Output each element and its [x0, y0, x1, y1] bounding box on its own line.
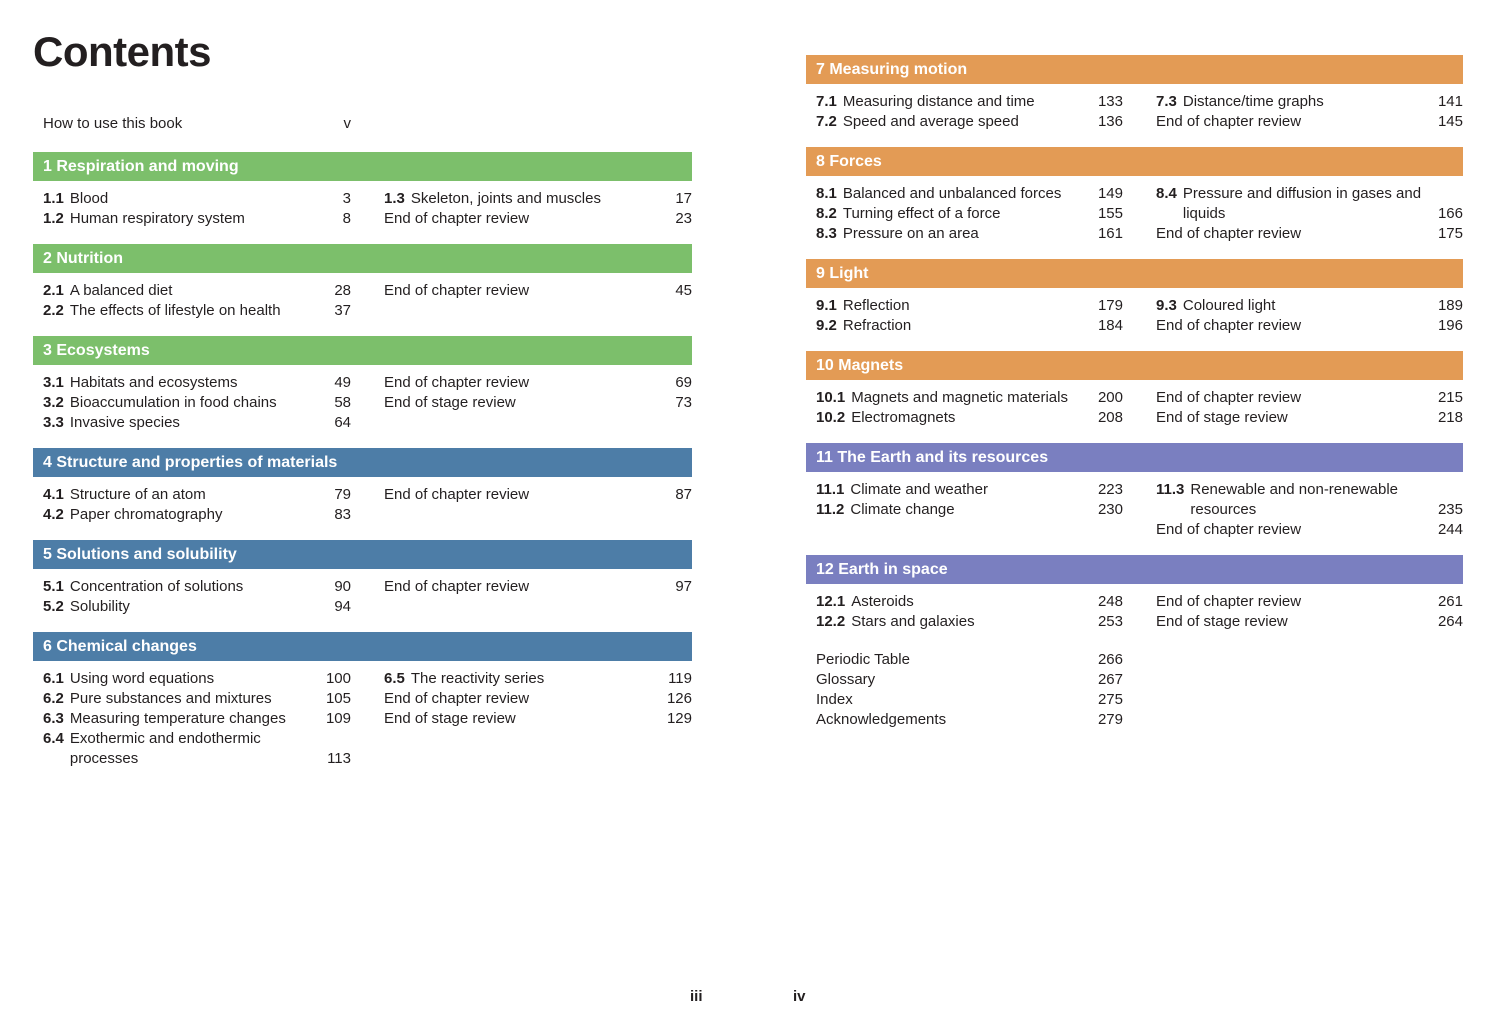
entry-page: 223	[1097, 481, 1123, 498]
chapter-section	[33, 540, 692, 617]
toc-entry	[384, 189, 692, 209]
entry-page: 49	[334, 374, 351, 391]
entry-page: 208	[1097, 409, 1123, 426]
chapter-section	[33, 632, 692, 769]
toc-column	[43, 485, 351, 525]
entry-page: 218	[1437, 409, 1463, 426]
entry-page: 235	[1437, 501, 1463, 518]
entry-number: 4.2	[43, 506, 64, 523]
back-matter-row	[816, 670, 1123, 690]
entry-number: 12.1	[816, 593, 846, 610]
entry-page: 230	[1097, 501, 1123, 518]
toc-column	[1156, 592, 1463, 632]
toc-entry	[816, 408, 1123, 428]
toc-entry	[43, 413, 351, 433]
entry-number: 6.3	[43, 710, 64, 727]
back-matter-row	[816, 650, 1123, 670]
entry-number: 4.1	[43, 486, 64, 503]
entry-title: End of chapter review	[384, 210, 530, 227]
toc-entry	[43, 689, 351, 709]
entry-title: Concentration of solutions	[69, 578, 244, 595]
toc-entry	[384, 485, 692, 505]
toc-entry	[1156, 388, 1463, 408]
toc-entry	[384, 209, 692, 229]
toc-entry	[384, 689, 692, 709]
entry-page: 133	[1097, 93, 1123, 110]
back-matter-title: Periodic Table	[816, 651, 910, 668]
front-matter-row	[43, 114, 351, 134]
toc-entry	[384, 669, 692, 689]
entry-title: End of chapter review	[1156, 317, 1302, 334]
toc-entry	[816, 592, 1123, 612]
entry-number: 5.2	[43, 598, 64, 615]
toc-entry	[43, 189, 351, 209]
entry-number: 3.3	[43, 414, 64, 431]
entry-page: 161	[1097, 225, 1123, 242]
entry-page: 87	[675, 486, 692, 503]
entry-number: 9.2	[816, 317, 837, 334]
entry-page: 264	[1437, 613, 1463, 630]
entry-page: 248	[1097, 593, 1123, 610]
chapter-heading: 10 Magnets	[806, 351, 1463, 380]
toc-entry	[1156, 592, 1463, 612]
entry-page: 23	[675, 210, 692, 227]
entry-title: End of stage review	[384, 394, 516, 411]
toc-entry	[43, 373, 351, 393]
toc-column	[384, 281, 692, 321]
toc-column	[816, 92, 1123, 132]
entry-title: Pressure on an area	[842, 225, 979, 242]
chapter-heading: 6 Chemical changes	[33, 632, 692, 661]
toc-column	[816, 592, 1123, 632]
entry-number: 11.2	[816, 501, 845, 518]
chapter-columns	[33, 281, 692, 321]
entry-number: 11.1	[816, 481, 845, 498]
entry-number: 8.3	[816, 225, 837, 242]
toc-entry	[43, 597, 351, 617]
toc-entry	[816, 388, 1123, 408]
toc-entry	[1156, 92, 1463, 112]
entry-title: Solubility	[69, 598, 130, 615]
entry-number: 8.4	[1156, 185, 1177, 202]
chapter-section	[806, 147, 1463, 244]
entry-title: Habitats and ecosystems	[69, 374, 238, 391]
toc-entry	[384, 373, 692, 393]
toc-entry	[816, 224, 1123, 244]
chapter-heading: 9 Light	[806, 259, 1463, 288]
entry-page: 94	[334, 598, 351, 615]
entry-title: The effects of lifestyle on health	[69, 302, 281, 319]
entry-page: 3	[342, 190, 351, 207]
toc-entry	[1156, 112, 1463, 132]
toc-column	[384, 189, 692, 229]
toc-entry	[384, 709, 692, 729]
entry-number: 2.2	[43, 302, 64, 319]
entry-page: 200	[1097, 389, 1123, 406]
chapter-columns	[33, 485, 692, 525]
back-matter-page: 275	[1097, 691, 1123, 708]
toc-entry	[816, 184, 1123, 204]
chapter-heading: 3 Ecosystems	[33, 336, 692, 365]
chapter-columns	[806, 184, 1463, 244]
entry-title: Climate change	[850, 501, 955, 518]
entry-title: Measuring distance and time	[842, 93, 1035, 110]
entry-title: End of chapter review	[384, 578, 530, 595]
entry-title: End of chapter review	[1156, 113, 1302, 130]
entry-number: 1.3	[384, 190, 405, 207]
entry-title: Asteroids	[851, 593, 914, 610]
back-matter-title: Acknowledgements	[816, 711, 947, 728]
folio-left: iii	[690, 988, 703, 1005]
right-chapter-list	[806, 55, 1463, 632]
entry-title: End of chapter review	[384, 374, 530, 391]
entry-page: 141	[1437, 93, 1463, 110]
entry-page: 119	[668, 670, 692, 687]
entry-number: 11.3	[1156, 481, 1185, 498]
entry-title: Measuring temperature changes	[69, 710, 286, 727]
entry-number: 9.3	[1156, 297, 1177, 314]
toc-entry	[1156, 296, 1463, 316]
toc-column	[816, 184, 1123, 244]
entry-number: 3.2	[43, 394, 64, 411]
left-page	[33, 30, 692, 784]
toc-column	[43, 281, 351, 321]
toc-column	[43, 373, 351, 433]
entry-title: Coloured light	[1182, 297, 1276, 314]
folio-right: iv	[793, 988, 806, 1005]
entry-title: Blood	[69, 190, 109, 207]
entry-number: 10.2	[816, 409, 846, 426]
chapter-heading: 12 Earth in space	[806, 555, 1463, 584]
page-title: Contents	[33, 28, 211, 75]
toc-entry	[43, 301, 351, 321]
entry-title: Paper chromatography	[69, 506, 223, 523]
entry-page: 253	[1097, 613, 1123, 630]
entry-page: 79	[334, 486, 351, 503]
toc-entry	[43, 281, 351, 301]
entry-page: 196	[1437, 317, 1463, 334]
chapter-columns	[806, 296, 1463, 336]
toc-entry	[43, 669, 351, 689]
entry-title: End of chapter review	[384, 282, 530, 299]
entry-page: 136	[1097, 113, 1123, 130]
toc-entry	[816, 500, 1123, 520]
entry-number: 9.1	[816, 297, 837, 314]
toc-entry	[43, 393, 351, 413]
toc-entry	[1156, 520, 1463, 540]
entry-page: 109	[325, 710, 351, 727]
toc-entry	[816, 296, 1123, 316]
chapter-heading: 1 Respiration and moving	[33, 152, 692, 181]
back-matter-page: 266	[1097, 651, 1123, 668]
chapter-columns	[806, 480, 1463, 540]
chapter-section	[33, 448, 692, 525]
entry-page: 166	[1437, 205, 1463, 222]
entry-title: End of chapter review	[1156, 521, 1302, 538]
entry-title: End of chapter review	[1156, 225, 1302, 242]
entry-page: 64	[334, 414, 351, 431]
back-matter-title: Index	[816, 691, 853, 708]
chapter-section	[33, 244, 692, 321]
entry-number: 7.2	[816, 113, 837, 130]
front-matter-label: How to use this book	[43, 115, 183, 132]
entry-page: 90	[334, 578, 351, 595]
toc-column	[816, 480, 1123, 540]
toc-entry	[1156, 480, 1463, 520]
chapter-heading: 11 The Earth and its resources	[806, 443, 1463, 472]
entry-page: 126	[666, 690, 692, 707]
entry-number: 6.2	[43, 690, 64, 707]
toc-entry	[384, 577, 692, 597]
entry-title: Human respiratory system	[69, 210, 245, 227]
toc-entry	[43, 505, 351, 525]
entry-title: End of chapter review	[384, 690, 530, 707]
toc-column	[1156, 184, 1463, 244]
entry-page: 149	[1097, 185, 1123, 202]
entry-title: End of stage review	[1156, 613, 1288, 630]
entry-number: 1.2	[43, 210, 64, 227]
front-matter-page: v	[343, 115, 351, 132]
toc-entry	[1156, 184, 1463, 224]
toc-column	[43, 669, 351, 769]
chapter-section	[33, 152, 692, 229]
entry-title: Climate and weather	[850, 481, 988, 498]
entry-title: Using word equations	[69, 670, 215, 687]
toc-entry	[43, 709, 351, 729]
entry-title: Skeleton, joints and muscles	[410, 190, 601, 207]
toc-entry	[43, 577, 351, 597]
toc-entry	[816, 112, 1123, 132]
toc-column	[384, 669, 692, 769]
toc-entry	[384, 281, 692, 301]
toc-entry	[816, 204, 1123, 224]
chapter-section	[806, 259, 1463, 336]
entry-title: Magnets and magnetic materials	[851, 389, 1068, 406]
entry-page: 73	[675, 394, 692, 411]
chapter-section	[806, 555, 1463, 632]
toc-entry	[816, 612, 1123, 632]
toc-entry	[43, 729, 351, 769]
entry-title: End of chapter review	[1156, 593, 1302, 610]
entry-title: Structure of an atom	[69, 486, 206, 503]
back-matter-list	[806, 650, 1463, 730]
chapter-columns	[806, 592, 1463, 632]
entry-page: 244	[1437, 521, 1463, 538]
toc-column	[384, 577, 692, 617]
toc-column	[1156, 480, 1463, 540]
entry-title: Electromagnets	[851, 409, 956, 426]
entry-number: 2.1	[43, 282, 64, 299]
entry-title: The reactivity series	[410, 670, 545, 687]
entry-page: 179	[1097, 297, 1123, 314]
entry-page: 184	[1097, 317, 1123, 334]
entry-number: 3.1	[43, 374, 64, 391]
chapter-columns	[806, 92, 1463, 132]
entry-title: A balanced diet	[69, 282, 173, 299]
entry-title: Pressure and diffusion in gases and liquids	[1182, 185, 1422, 222]
toc-entry	[816, 92, 1123, 112]
right-page	[806, 55, 1463, 730]
toc-entry	[1156, 408, 1463, 428]
toc-entry	[1156, 316, 1463, 336]
left-chapter-list	[33, 152, 692, 769]
entry-page: 28	[334, 282, 351, 299]
toc-entry	[1156, 224, 1463, 244]
chapter-heading: 5 Solutions and solubility	[33, 540, 692, 569]
toc-column	[816, 388, 1123, 428]
entry-number: 6.1	[43, 670, 64, 687]
entry-title: Balanced and unbalanced forces	[842, 185, 1062, 202]
entry-title: Renewable and non-renewable resources	[1190, 481, 1399, 518]
entry-page: 105	[325, 690, 351, 707]
toc-entry	[1156, 612, 1463, 632]
toc-entry	[816, 316, 1123, 336]
entry-title: Distance/time graphs	[1182, 93, 1324, 110]
entry-title: Pure substances and mixtures	[69, 690, 272, 707]
entry-page: 83	[334, 506, 351, 523]
entry-page: 100	[325, 670, 351, 687]
chapter-heading: 4 Structure and properties of materials	[33, 448, 692, 477]
entry-page: 58	[334, 394, 351, 411]
chapter-heading: 7 Measuring motion	[806, 55, 1463, 84]
entry-page: 97	[675, 578, 692, 595]
entry-page: 69	[675, 374, 692, 391]
entry-page: 189	[1437, 297, 1463, 314]
chapter-heading: 8 Forces	[806, 147, 1463, 176]
entry-title: Invasive species	[69, 414, 180, 431]
entry-page: 155	[1097, 205, 1123, 222]
toc-column	[384, 373, 692, 433]
entry-number: 8.1	[816, 185, 837, 202]
back-matter-page: 279	[1097, 711, 1123, 728]
entry-number: 10.1	[816, 389, 846, 406]
back-matter-page: 267	[1097, 671, 1123, 688]
entry-number: 7.3	[1156, 93, 1177, 110]
chapter-heading: 2 Nutrition	[33, 244, 692, 273]
toc-column	[1156, 296, 1463, 336]
entry-title: Exothermic and endothermic processes	[69, 730, 261, 767]
toc-column	[43, 577, 351, 617]
chapter-section	[806, 443, 1463, 540]
chapter-columns	[806, 388, 1463, 428]
entry-page: 17	[675, 190, 692, 207]
toc-entry	[43, 209, 351, 229]
entry-title: Refraction	[842, 317, 912, 334]
entry-page: 129	[666, 710, 692, 727]
chapter-section	[806, 351, 1463, 428]
toc-column	[816, 296, 1123, 336]
entry-number: 1.1	[43, 190, 64, 207]
entry-number: 8.2	[816, 205, 837, 222]
chapter-columns	[33, 577, 692, 617]
entry-page: 145	[1437, 113, 1463, 130]
chapter-columns	[33, 189, 692, 229]
chapter-columns	[33, 373, 692, 433]
toc-column	[1156, 92, 1463, 132]
chapter-section	[33, 336, 692, 433]
back-matter-row	[816, 710, 1123, 730]
toc-column	[384, 485, 692, 525]
entry-title: End of chapter review	[384, 486, 530, 503]
entry-title: Stars and galaxies	[851, 613, 975, 630]
entry-page: 175	[1437, 225, 1463, 242]
back-matter-row	[816, 690, 1123, 710]
back-matter-title: Glossary	[816, 671, 876, 688]
chapter-section	[806, 55, 1463, 132]
toc-column	[43, 189, 351, 229]
entry-title: End of chapter review	[1156, 389, 1302, 406]
entry-title: Speed and average speed	[842, 113, 1019, 130]
entry-number: 7.1	[816, 93, 837, 110]
entry-title: Turning effect of a force	[842, 205, 1001, 222]
entry-title: End of stage review	[384, 710, 516, 727]
toc-column	[1156, 388, 1463, 428]
toc-entry	[43, 485, 351, 505]
entry-page: 37	[334, 302, 351, 319]
toc-entry	[384, 393, 692, 413]
toc-entry	[816, 480, 1123, 500]
entry-number: 6.4	[43, 730, 64, 747]
entry-number: 6.5	[384, 670, 405, 687]
entry-title: End of stage review	[1156, 409, 1288, 426]
entry-page: 261	[1437, 593, 1463, 610]
entry-title: Reflection	[842, 297, 910, 314]
entry-page: 8	[342, 210, 351, 227]
entry-number: 12.2	[816, 613, 846, 630]
entry-title: Bioaccumulation in food chains	[69, 394, 277, 411]
entry-number: 5.1	[43, 578, 64, 595]
chapter-columns	[33, 669, 692, 769]
entry-page: 113	[327, 750, 351, 767]
entry-page: 45	[675, 282, 692, 299]
entry-page: 215	[1437, 389, 1463, 406]
